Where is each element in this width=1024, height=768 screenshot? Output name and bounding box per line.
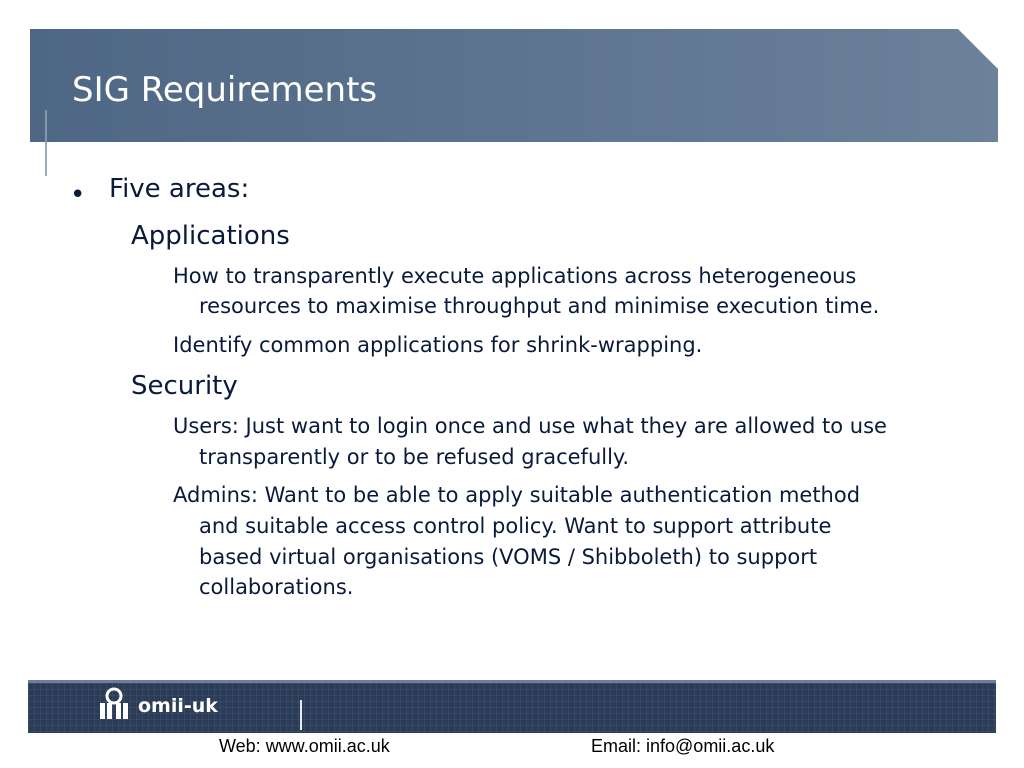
slide-title: SIG Requirements <box>72 70 378 110</box>
applications-item-1-line-1: How to transparently execute applications across heterogeneous <box>173 264 857 288</box>
security-item-1-line-1: Users: Just want to login once and use what they are allowed to use <box>173 414 887 438</box>
footer-web-link[interactable]: Web: www.omii.ac.uk <box>219 736 390 756</box>
bullet-heading: Five areas: <box>109 174 250 204</box>
logo-text: omii-uk <box>138 695 218 717</box>
area-security-title: Security <box>131 371 238 401</box>
bullet-marker: • <box>70 180 86 210</box>
accent-bar-bottom <box>45 142 47 176</box>
area-applications-title: Applications <box>131 221 290 251</box>
security-item-2-line-2: and suitable access control policy. Want to support attribute <box>199 514 832 538</box>
omii-logo <box>96 688 218 724</box>
security-item-2-line-4: collaborations. <box>199 575 354 599</box>
applications-item-1-line-2: resources to maximise throughput and minimise execution time. <box>199 294 880 318</box>
omii-logo-icon <box>96 686 132 726</box>
security-item-1-line-2: transparently or to be refused gracefully. <box>199 445 630 469</box>
footer-email-link[interactable]: Email: info@omii.ac.uk <box>591 736 775 756</box>
applications-item-2-line-1: Identify common applications for shrink-wrapping. <box>173 333 703 357</box>
footer-divider <box>300 700 302 730</box>
security-item-2-line-3: based virtual organisations (VOMS / Shibboleth) to support <box>199 545 818 569</box>
accent-bar-top <box>45 110 47 142</box>
security-item-2-line-1: Admins: Want to be able to apply suitable authentication method <box>173 483 861 507</box>
